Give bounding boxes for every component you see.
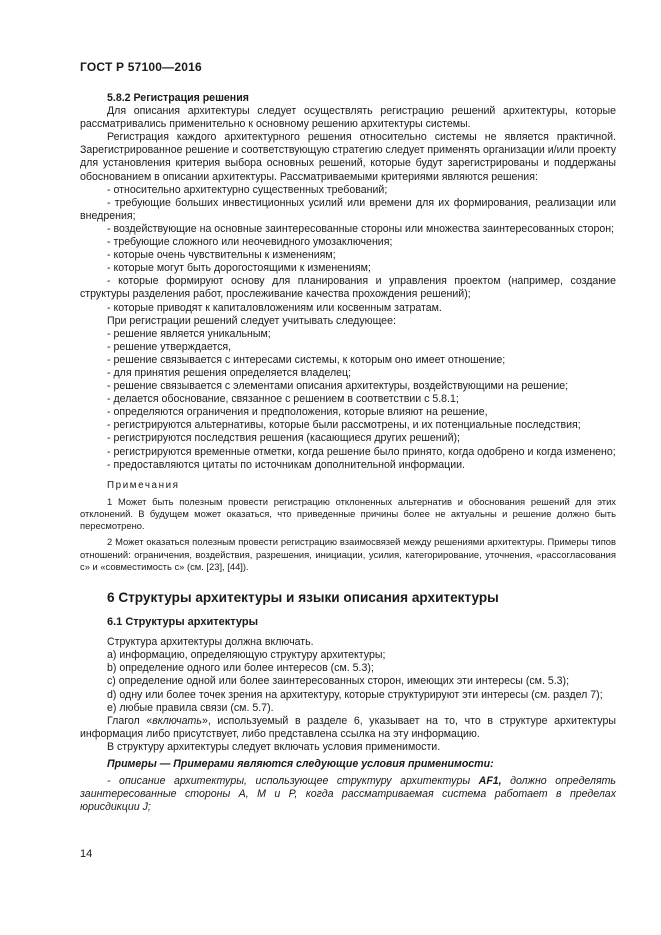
- examples-label-text: Примеры — Примерами являются следующие условия применимости:: [107, 757, 494, 770]
- list-item: - которые очень чувствительны к изменениям;: [107, 249, 336, 262]
- section-heading-6: 6 Структуры архитектуры и языки описания архитектуры: [107, 590, 499, 606]
- section-heading-5-8-2: 5.8.2 Регистрация решения: [107, 92, 249, 104]
- notes-label: Примечания: [107, 479, 180, 491]
- list-item: - которые формируют основу для планирования и управления проектом (например, создание структуры разделения работ, прослеживание качества прохождения решений);: [80, 275, 616, 301]
- list-item: - решение связывается с интересами системы, к которым оно имеет отношение;: [107, 353, 506, 366]
- paragraph: [80, 715, 616, 741]
- document-header: ГОСТ Р 57100—2016: [80, 60, 202, 74]
- list-item: b) определение одного или более интересов (см. 5.3);: [107, 662, 374, 675]
- list-item: - которые приводят к капиталовложениям или косвенным затратам.: [107, 301, 442, 314]
- list-item: c) определение одной или более заинтересованных сторон, имеющих эти интересы (см. 5.3);: [107, 675, 570, 688]
- list-item: - требующие больших инвестиционных усилий или времени для их формирования, реализации или внедрения;: [80, 196, 616, 222]
- list-item: - решение утверждается,: [107, 340, 232, 353]
- list-item: - воздействующие на основные заинтересованные стороны или множества заинтересованных сторон;: [107, 222, 615, 235]
- paragraph: При регистрации решений следует учитывать следующее:: [107, 314, 396, 327]
- text-run-bold: AF1,: [478, 775, 502, 788]
- example-1: [80, 775, 616, 814]
- list-item: a) информацию, определяющую структуру архитектуры;: [107, 649, 386, 662]
- section-heading-6-1: 6.1 Структуры архитектуры: [107, 616, 259, 629]
- paragraph: Регистрация каждого архитектурного решения относительно системы не является практичной. Зарегистрированное решение и соответствующую стратегию следует применять организации и/или проекту для установления критерия выбора основных решений, которые будут зарегистрированы и поддержаны обоснованием в описании архитектуры. Рассматриваемыми критериями являются решения:: [80, 131, 616, 183]
- list-item: - регистрируются временные отметки, когда решение было принято, когда одобрено и когда изменено;: [107, 445, 616, 458]
- text-run: », используемый в разделе 6, указывает на то, что в структуре архитектуры информация либо присутствует, либо представлена ссылка на эту информацию.: [80, 714, 616, 740]
- list-item: - определяются ограничения и предположения, которые влияют на решение,: [107, 406, 488, 419]
- paragraph: В структуру архитектуры следует включать условия применимости.: [107, 740, 441, 753]
- note-1: 1 Может быть полезным провести регистрацию отклоненных альтернатив и обоснования решений для этих отклонений. В будущем может оказаться, что приведенные причины более не актуальны и решение должно быть пересмотрено.: [80, 495, 616, 532]
- list-item: - регистрируются последствия решения (касающиеся других решений);: [107, 432, 460, 445]
- list-item: - регистрируются альтернативы, которые были рассмотрены, и их потенциальные последствия;: [107, 419, 581, 432]
- list-item: - делается обоснование, связанное с решением в соответствии с 5.8.1;: [107, 393, 459, 406]
- list-item: e) любые правила связи (см. 5.7).: [107, 701, 274, 714]
- list-item: - которые могут быть дорогостоящими к изменениям;: [107, 262, 371, 275]
- note-2: 2 Может оказаться полезным провести регистрацию взаимосвязей между решениями архитектуры. Примеры типов отношений: ограничения, воздействия, разрешения, инициации, усилия, категорирование, уточнения, «рассогласования с» и «совместимость с» (см. [23], [44]).: [80, 536, 616, 572]
- list-item: - предоставляются цитаты по источникам дополнительной информации.: [107, 458, 465, 471]
- text-run: Глагол «: [107, 714, 153, 727]
- list-item: - требующие сложного или неочевидного умозаключения;: [107, 236, 393, 249]
- text-run: - описание архитектуры, использующее структуру архитектуры: [107, 775, 479, 788]
- examples-label: [80, 758, 616, 771]
- paragraph: Для описания архитектуры следует осуществлять регистрацию решений архитектуры, которые рассматривались применительно к основному решению архитектуры системы.: [80, 105, 616, 131]
- list-item: - решение является уникальным;: [107, 327, 271, 340]
- list-item: - относительно архитектурно существенных требований;: [107, 183, 388, 196]
- list-item: - решение связывается с элементами описания архитектуры, воздействующими на решение;: [107, 380, 569, 393]
- list-item: d) одну или более точек зрения на архитектуру, которые структурируют эти интересы (см. раздел 7);: [107, 688, 603, 701]
- text-run: должно определять заинтересованные стороны A, M и P, когда рассматриваемая система работает в пределах юрисдикции J;: [80, 775, 617, 814]
- paragraph: Структура архитектуры должна включать.: [107, 636, 314, 649]
- emphasized-term: включать: [152, 714, 202, 727]
- page-number: 14: [80, 848, 93, 860]
- list-item: - для принятия решения определяется владелец;: [107, 366, 352, 379]
- document-body: [80, 88, 616, 814]
